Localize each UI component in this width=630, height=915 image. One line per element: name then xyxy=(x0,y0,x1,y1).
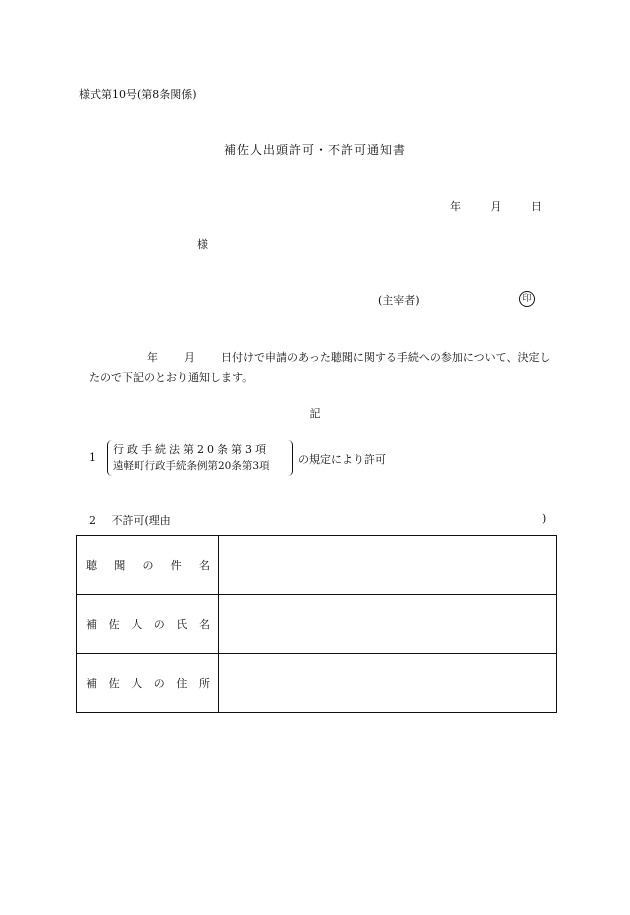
table-row xyxy=(77,536,557,595)
law-reference-2: 遠軽町行政手続条例第20条第3項 xyxy=(113,460,270,472)
recipient-suffix: 様 xyxy=(197,238,208,251)
hearing-subject-field[interactable] xyxy=(219,536,557,595)
item2-number: 2 xyxy=(89,514,96,527)
row-label: 補佐人の氏名 xyxy=(77,595,219,654)
item1-permission-text: の規定により許可 xyxy=(298,453,386,466)
date-day: 日 xyxy=(531,200,542,213)
body-month: 月 xyxy=(184,351,195,364)
ki-heading: 記 xyxy=(309,407,321,420)
date-year: 年 xyxy=(450,200,461,213)
assistant-name-field[interactable] xyxy=(219,595,557,654)
row-label: 聴聞の件名 xyxy=(77,536,219,595)
seal-mark: 印 xyxy=(519,291,535,307)
item2-label: 不許可(理由 xyxy=(111,514,171,527)
assistant-address-field[interactable] xyxy=(219,654,557,713)
organizer-label: (主宰者) xyxy=(378,294,420,307)
document-title: 補佐人出頭許可・不許可通知書 xyxy=(223,143,406,157)
date-line xyxy=(450,198,542,214)
info-table xyxy=(76,535,557,713)
table-row xyxy=(77,595,557,654)
row-label: 補佐人の住所 xyxy=(77,654,219,713)
item2-close-paren: ) xyxy=(542,512,547,525)
body-text: 日付けで申請のあった聴聞に関する手続への参加について、決定したので下記のとおり通知します。 xyxy=(89,351,551,384)
form-number: 様式第10号(第8条関係) xyxy=(79,88,197,101)
notice-body xyxy=(89,348,559,388)
date-month: 月 xyxy=(490,200,502,213)
item1-number: 1 xyxy=(89,451,96,464)
body-year: 年 xyxy=(147,351,158,364)
item2-line xyxy=(89,512,171,528)
table-row xyxy=(77,654,557,713)
law-reference-1: 行政手続法第20条第3項 xyxy=(113,443,269,456)
